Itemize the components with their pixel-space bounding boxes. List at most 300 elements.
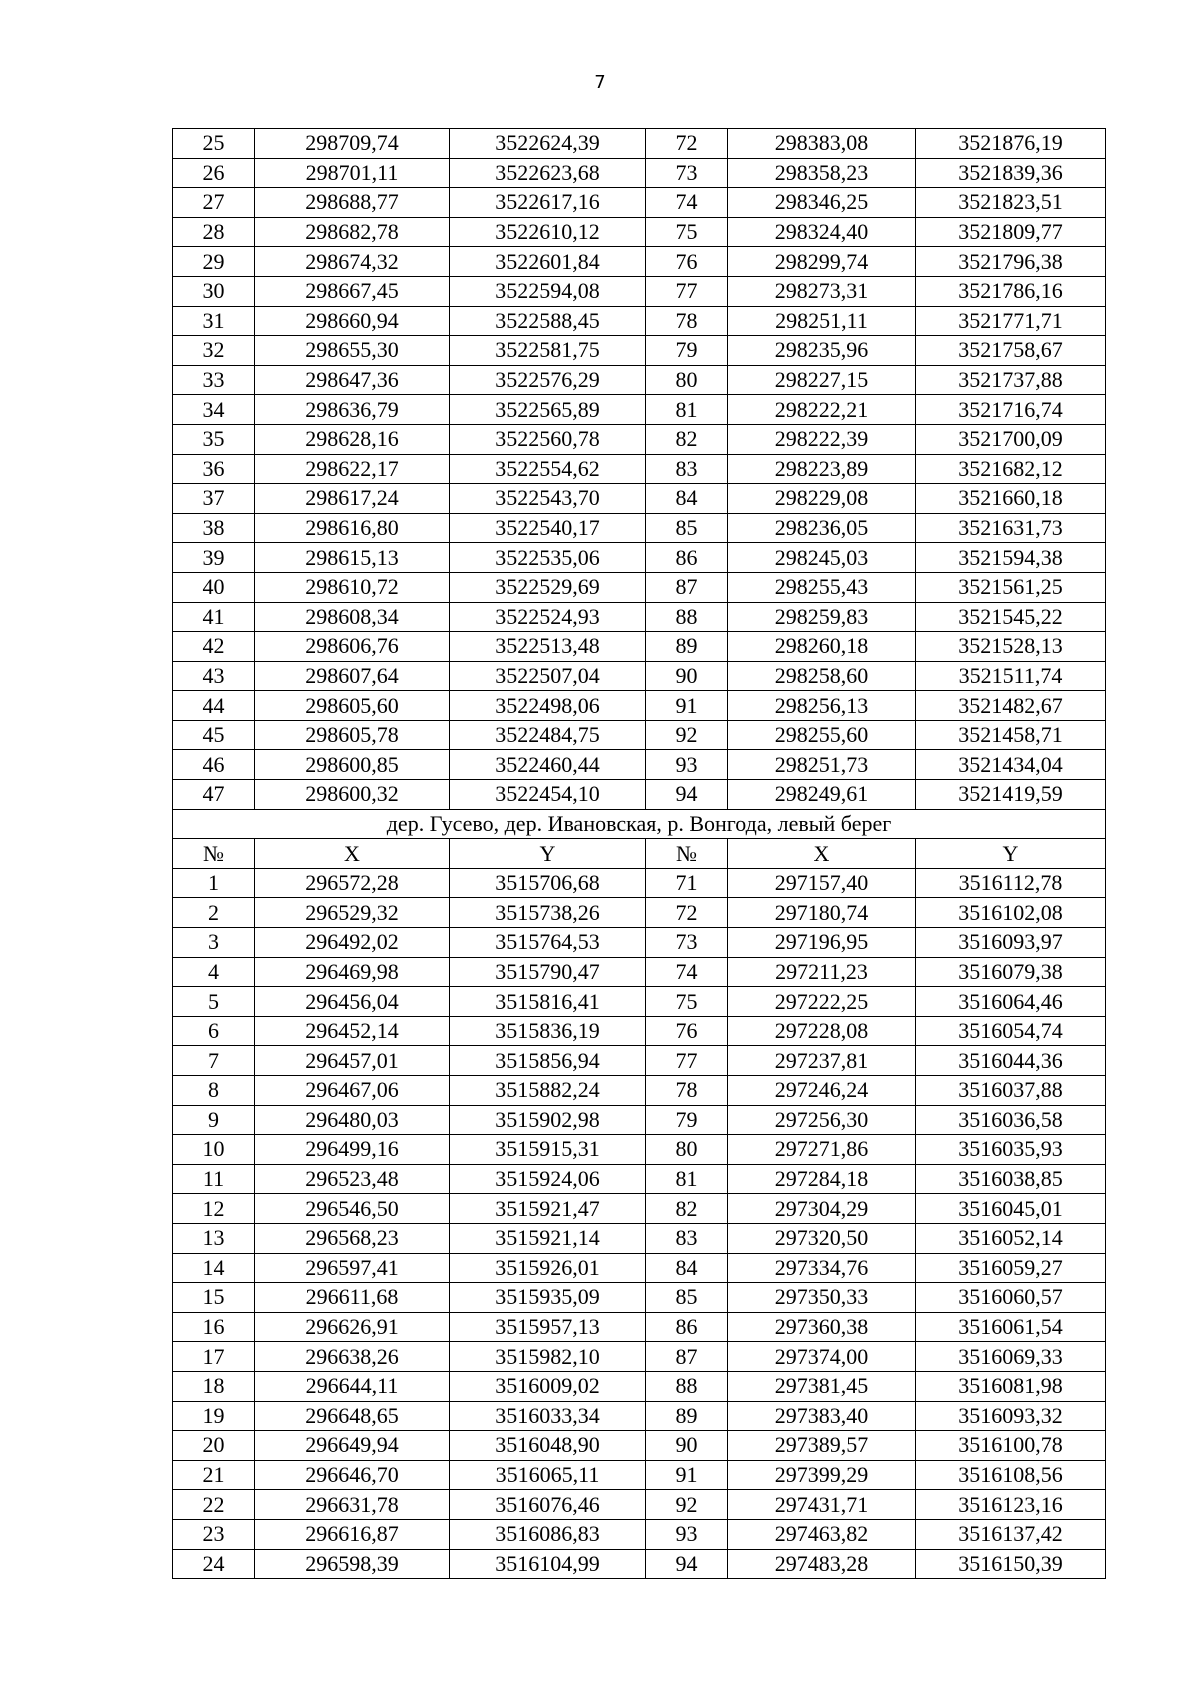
table-cell: 298709,74 xyxy=(255,129,450,159)
table-cell: 298674,32 xyxy=(255,247,450,277)
table-cell: 3515856,94 xyxy=(450,1046,646,1076)
table-row xyxy=(173,898,1106,928)
table-cell: 297157,40 xyxy=(728,868,916,898)
table-cell: 3522540,17 xyxy=(450,513,646,543)
table-row xyxy=(173,1223,1106,1253)
table-row xyxy=(173,513,1106,543)
table-cell: 3515882,24 xyxy=(450,1076,646,1106)
table-cell: 297374,00 xyxy=(728,1342,916,1372)
table-cell: 3521809,77 xyxy=(916,217,1106,247)
table-cell: 3522588,45 xyxy=(450,306,646,336)
table-cell: 93 xyxy=(646,750,728,780)
table-cell: 298600,32 xyxy=(255,780,450,810)
table-cell: 71 xyxy=(646,868,728,898)
table-cell: 296646,70 xyxy=(255,1460,450,1490)
table-cell: 296572,28 xyxy=(255,868,450,898)
table-row xyxy=(173,306,1106,336)
table-cell: 298222,21 xyxy=(728,395,916,425)
table-cell: 3516054,74 xyxy=(916,1016,1106,1046)
table-cell: 3516069,33 xyxy=(916,1342,1106,1372)
table-cell: 7 xyxy=(173,1046,255,1076)
table-cell: 3516044,36 xyxy=(916,1046,1106,1076)
table-cell: 3515926,01 xyxy=(450,1253,646,1283)
table-cell: 73 xyxy=(646,928,728,958)
table-cell: 296598,39 xyxy=(255,1549,450,1579)
table-cell: 3521434,04 xyxy=(916,750,1106,780)
table-cell: 3521839,36 xyxy=(916,158,1106,188)
table-cell: 298605,78 xyxy=(255,720,450,750)
table-cell: 3522601,84 xyxy=(450,247,646,277)
table-row xyxy=(173,1490,1106,1520)
table-cell: 298251,11 xyxy=(728,306,916,336)
table-cell: 27 xyxy=(173,188,255,218)
table-cell: 298610,72 xyxy=(255,572,450,602)
table-cell: 89 xyxy=(646,632,728,662)
table-cell: 5 xyxy=(173,987,255,1017)
table-cell: 3516035,93 xyxy=(916,1135,1106,1165)
table-cell: 297246,24 xyxy=(728,1076,916,1106)
table-cell: 3521528,13 xyxy=(916,632,1106,662)
table-cell: 3516038,85 xyxy=(916,1164,1106,1194)
table-row xyxy=(173,424,1106,454)
table-row xyxy=(173,868,1106,898)
table-cell: 298616,80 xyxy=(255,513,450,543)
table-cell: 3515902,98 xyxy=(450,1105,646,1135)
table-cell: 3516033,34 xyxy=(450,1401,646,1431)
table-row xyxy=(173,365,1106,395)
table-cell: 39 xyxy=(173,543,255,573)
table-cell: 11 xyxy=(173,1164,255,1194)
table-cell: 88 xyxy=(646,1371,728,1401)
table-cell: 24 xyxy=(173,1549,255,1579)
table-cell: 72 xyxy=(646,898,728,928)
table-cell: 1 xyxy=(173,868,255,898)
table-cell: 12 xyxy=(173,1194,255,1224)
table-cell: 298255,43 xyxy=(728,572,916,602)
table-row xyxy=(173,1549,1106,1579)
table-cell: 296457,01 xyxy=(255,1046,450,1076)
table-cell: 91 xyxy=(646,1460,728,1490)
table-cell: 26 xyxy=(173,158,255,188)
table-cell: 31 xyxy=(173,306,255,336)
table-cell: 3515921,47 xyxy=(450,1194,646,1224)
table-cell: 297180,74 xyxy=(728,898,916,928)
table-cell: 90 xyxy=(646,1431,728,1461)
table-cell: 3515982,10 xyxy=(450,1342,646,1372)
table-cell: 297271,86 xyxy=(728,1135,916,1165)
table-cell: 84 xyxy=(646,1253,728,1283)
table-cell: 298688,77 xyxy=(255,188,450,218)
table-cell: 9 xyxy=(173,1105,255,1135)
table-row xyxy=(173,1519,1106,1549)
table-cell: 3521700,09 xyxy=(916,424,1106,454)
table-cell: 44 xyxy=(173,691,255,721)
table-cell: 298235,96 xyxy=(728,336,916,366)
table-cell: 3521561,25 xyxy=(916,572,1106,602)
table-cell: 3521786,16 xyxy=(916,276,1106,306)
table-cell: 3521482,67 xyxy=(916,691,1106,721)
table-cell: 94 xyxy=(646,1549,728,1579)
table-cell: 3521758,67 xyxy=(916,336,1106,366)
table-cell: 32 xyxy=(173,336,255,366)
table-cell: 3522581,75 xyxy=(450,336,646,366)
table-cell: 297256,30 xyxy=(728,1105,916,1135)
table-cell: 89 xyxy=(646,1401,728,1431)
column-header: Y xyxy=(450,839,646,869)
table-cell: 3516060,57 xyxy=(916,1283,1106,1313)
coordinates-table xyxy=(172,128,1106,1579)
table-cell: 3522543,70 xyxy=(450,484,646,514)
table-row xyxy=(173,276,1106,306)
table-cell: 74 xyxy=(646,957,728,987)
table-cell: 3522460,44 xyxy=(450,750,646,780)
table-cell: 3516093,97 xyxy=(916,928,1106,958)
table-cell: 297228,08 xyxy=(728,1016,916,1046)
table-cell: 296499,16 xyxy=(255,1135,450,1165)
table-cell: 297211,23 xyxy=(728,957,916,987)
table-cell: 73 xyxy=(646,158,728,188)
table-cell: 87 xyxy=(646,572,728,602)
table-cell: 43 xyxy=(173,661,255,691)
header-row xyxy=(173,839,1106,869)
table-cell: 296616,87 xyxy=(255,1519,450,1549)
table-cell: 75 xyxy=(646,217,728,247)
table-row xyxy=(173,602,1106,632)
table-cell: 3516048,90 xyxy=(450,1431,646,1461)
table-cell: 87 xyxy=(646,1342,728,1372)
table-row xyxy=(173,928,1106,958)
table-cell: 3521631,73 xyxy=(916,513,1106,543)
table-cell: 76 xyxy=(646,247,728,277)
table-cell: 35 xyxy=(173,424,255,454)
table-cell: 77 xyxy=(646,1046,728,1076)
column-header: X xyxy=(728,839,916,869)
table-cell: 3516112,78 xyxy=(916,868,1106,898)
table-row xyxy=(173,1194,1106,1224)
table-cell: 72 xyxy=(646,129,728,159)
table-cell: 298636,79 xyxy=(255,395,450,425)
table-cell: 3522560,78 xyxy=(450,424,646,454)
table-cell: 21 xyxy=(173,1460,255,1490)
table-cell: 298615,13 xyxy=(255,543,450,573)
table-cell: 297360,38 xyxy=(728,1312,916,1342)
table-cell: 90 xyxy=(646,661,728,691)
table-row xyxy=(173,1342,1106,1372)
table-cell: 3522524,93 xyxy=(450,602,646,632)
table-cell: 3516052,14 xyxy=(916,1223,1106,1253)
table-cell: 3516104,99 xyxy=(450,1549,646,1579)
table-cell: 296467,06 xyxy=(255,1076,450,1106)
table-cell: 298600,85 xyxy=(255,750,450,780)
table-cell: 79 xyxy=(646,336,728,366)
table-cell: 3522594,08 xyxy=(450,276,646,306)
table-cell: 37 xyxy=(173,484,255,514)
table-row xyxy=(173,1283,1106,1313)
table-cell: 80 xyxy=(646,1135,728,1165)
table-cell: 297196,95 xyxy=(728,928,916,958)
table-row xyxy=(173,750,1106,780)
table-row xyxy=(173,484,1106,514)
table-row xyxy=(173,1401,1106,1431)
table-cell: 296568,23 xyxy=(255,1223,450,1253)
table-cell: 296649,94 xyxy=(255,1431,450,1461)
table-cell: 3515935,09 xyxy=(450,1283,646,1313)
table-row xyxy=(173,543,1106,573)
table-cell: 297304,29 xyxy=(728,1194,916,1224)
table-cell: 296523,48 xyxy=(255,1164,450,1194)
table-row xyxy=(173,572,1106,602)
table-row xyxy=(173,1431,1106,1461)
table-cell: 75 xyxy=(646,987,728,1017)
table-cell: 298324,40 xyxy=(728,217,916,247)
table-cell: 298258,60 xyxy=(728,661,916,691)
table-cell: 3515924,06 xyxy=(450,1164,646,1194)
table-row xyxy=(173,1135,1106,1165)
table-cell: 41 xyxy=(173,602,255,632)
table-cell: 296529,32 xyxy=(255,898,450,928)
table-cell: 298346,25 xyxy=(728,188,916,218)
table-cell: 25 xyxy=(173,129,255,159)
table-cell: 83 xyxy=(646,1223,728,1253)
section-title: дер. Гусево, дер. Ивановская, р. Вонгода, левый берег xyxy=(173,809,1106,839)
table-cell: 3515764,53 xyxy=(450,928,646,958)
table-cell: 3521876,19 xyxy=(916,129,1106,159)
table-cell: 33 xyxy=(173,365,255,395)
section-title-row xyxy=(173,809,1106,839)
table-cell: 3515816,41 xyxy=(450,987,646,1017)
table-cell: 297463,82 xyxy=(728,1519,916,1549)
table-cell: 298259,83 xyxy=(728,602,916,632)
table-cell: 83 xyxy=(646,454,728,484)
table-cell: 297222,25 xyxy=(728,987,916,1017)
table-cell: 296611,68 xyxy=(255,1283,450,1313)
table-cell: 82 xyxy=(646,424,728,454)
table-cell: 47 xyxy=(173,780,255,810)
table-cell: 3522617,16 xyxy=(450,188,646,218)
table-row xyxy=(173,957,1106,987)
table-cell: 297320,50 xyxy=(728,1223,916,1253)
column-header: № xyxy=(173,839,255,869)
table-cell: 79 xyxy=(646,1105,728,1135)
table-cell: 8 xyxy=(173,1076,255,1106)
table-cell: 84 xyxy=(646,484,728,514)
column-header: X xyxy=(255,839,450,869)
table-cell: 297350,33 xyxy=(728,1283,916,1313)
table-cell: 3521716,74 xyxy=(916,395,1106,425)
table-cell: 296492,02 xyxy=(255,928,450,958)
table-cell: 29 xyxy=(173,247,255,277)
table-cell: 40 xyxy=(173,572,255,602)
table-cell: 298273,31 xyxy=(728,276,916,306)
table-row xyxy=(173,780,1106,810)
table-cell: 3521545,22 xyxy=(916,602,1106,632)
table-cell: 14 xyxy=(173,1253,255,1283)
table-cell: 42 xyxy=(173,632,255,662)
table-cell: 22 xyxy=(173,1490,255,1520)
table-cell: 3516045,01 xyxy=(916,1194,1106,1224)
table-cell: 298245,03 xyxy=(728,543,916,573)
table-cell: 296644,11 xyxy=(255,1371,450,1401)
table-cell: 38 xyxy=(173,513,255,543)
table-cell: 76 xyxy=(646,1016,728,1046)
table-row xyxy=(173,336,1106,366)
table-cell: 3521594,38 xyxy=(916,543,1106,573)
table-cell: 3521823,51 xyxy=(916,188,1106,218)
table-cell: 91 xyxy=(646,691,728,721)
table-cell: 3516061,54 xyxy=(916,1312,1106,1342)
table-cell: 93 xyxy=(646,1519,728,1549)
table-cell: 3515921,14 xyxy=(450,1223,646,1253)
table-cell: 3521737,88 xyxy=(916,365,1106,395)
table-cell: 30 xyxy=(173,276,255,306)
table-cell: 3516036,58 xyxy=(916,1105,1106,1135)
table-cell: 77 xyxy=(646,276,728,306)
table-cell: 298617,24 xyxy=(255,484,450,514)
table-cell: 298255,60 xyxy=(728,720,916,750)
table-cell: 297284,18 xyxy=(728,1164,916,1194)
table-row xyxy=(173,1046,1106,1076)
table-cell: 297334,76 xyxy=(728,1253,916,1283)
table-cell: 15 xyxy=(173,1283,255,1313)
table-cell: 3521419,59 xyxy=(916,780,1106,810)
table-cell: 296631,78 xyxy=(255,1490,450,1520)
table-cell: 3522623,68 xyxy=(450,158,646,188)
table-cell: 298256,13 xyxy=(728,691,916,721)
table-cell: 3516076,46 xyxy=(450,1490,646,1520)
table-row xyxy=(173,247,1106,277)
table-cell: 45 xyxy=(173,720,255,750)
table-cell: 20 xyxy=(173,1431,255,1461)
table-row xyxy=(173,1312,1106,1342)
table-cell: 86 xyxy=(646,1312,728,1342)
table-cell: 3521682,12 xyxy=(916,454,1106,484)
table-cell: 19 xyxy=(173,1401,255,1431)
table-cell: 16 xyxy=(173,1312,255,1342)
table-row xyxy=(173,987,1106,1017)
table-cell: 74 xyxy=(646,188,728,218)
table-cell: 3521796,38 xyxy=(916,247,1106,277)
table-cell: 92 xyxy=(646,720,728,750)
table-cell: 3516100,78 xyxy=(916,1431,1106,1461)
table-row xyxy=(173,1016,1106,1046)
table-cell: 13 xyxy=(173,1223,255,1253)
table-cell: 3515836,19 xyxy=(450,1016,646,1046)
page-number: 7 xyxy=(594,72,606,93)
table-cell: 78 xyxy=(646,1076,728,1106)
table-row xyxy=(173,691,1106,721)
table-cell: 3516081,98 xyxy=(916,1371,1106,1401)
table-cell: 298647,36 xyxy=(255,365,450,395)
coordinates-table-body xyxy=(173,129,1106,1579)
table-row xyxy=(173,454,1106,484)
table-cell: 298236,05 xyxy=(728,513,916,543)
table-row xyxy=(173,1371,1106,1401)
table-row xyxy=(173,217,1106,247)
table-cell: 81 xyxy=(646,395,728,425)
table-cell: 298628,16 xyxy=(255,424,450,454)
table-cell: 298682,78 xyxy=(255,217,450,247)
table-cell: 296638,26 xyxy=(255,1342,450,1372)
table-cell: 298299,74 xyxy=(728,247,916,277)
table-cell: 3522610,12 xyxy=(450,217,646,247)
table-cell: 92 xyxy=(646,1490,728,1520)
table-cell: 297399,29 xyxy=(728,1460,916,1490)
table-cell: 3516150,39 xyxy=(916,1549,1106,1579)
table-cell: 298227,15 xyxy=(728,365,916,395)
table-cell: 296452,14 xyxy=(255,1016,450,1046)
table-cell: 3522507,04 xyxy=(450,661,646,691)
table-cell: 298222,39 xyxy=(728,424,916,454)
table-cell: 3522624,39 xyxy=(450,129,646,159)
table-row xyxy=(173,661,1106,691)
table-cell: 18 xyxy=(173,1371,255,1401)
table-cell: 3521660,18 xyxy=(916,484,1106,514)
table-cell: 94 xyxy=(646,780,728,810)
table-cell: 3516009,02 xyxy=(450,1371,646,1401)
table-row xyxy=(173,1253,1106,1283)
table-cell: 88 xyxy=(646,602,728,632)
table-cell: 298701,11 xyxy=(255,158,450,188)
column-header: Y xyxy=(916,839,1106,869)
table-cell: 296546,50 xyxy=(255,1194,450,1224)
table-cell: 298383,08 xyxy=(728,129,916,159)
table-cell: 3522529,69 xyxy=(450,572,646,602)
table-cell: 298605,60 xyxy=(255,691,450,721)
table-cell: 298260,18 xyxy=(728,632,916,662)
table-cell: 3522513,48 xyxy=(450,632,646,662)
table-cell: 298607,64 xyxy=(255,661,450,691)
table-cell: 3515738,26 xyxy=(450,898,646,928)
table-cell: 85 xyxy=(646,513,728,543)
table-cell: 296597,41 xyxy=(255,1253,450,1283)
table-cell: 296626,91 xyxy=(255,1312,450,1342)
table-cell: 46 xyxy=(173,750,255,780)
table-row xyxy=(173,1105,1106,1135)
table-cell: 82 xyxy=(646,1194,728,1224)
table-cell: 298606,76 xyxy=(255,632,450,662)
table-row xyxy=(173,632,1106,662)
table-cell: 3522554,62 xyxy=(450,454,646,484)
table-cell: 3515957,13 xyxy=(450,1312,646,1342)
table-cell: 17 xyxy=(173,1342,255,1372)
table-cell: 3515915,31 xyxy=(450,1135,646,1165)
table-cell: 23 xyxy=(173,1519,255,1549)
table-cell: 3515706,68 xyxy=(450,868,646,898)
table-cell: 10 xyxy=(173,1135,255,1165)
table-cell: 298667,45 xyxy=(255,276,450,306)
table-cell: 3516102,08 xyxy=(916,898,1106,928)
table-cell: 3516093,32 xyxy=(916,1401,1106,1431)
table-cell: 78 xyxy=(646,306,728,336)
table-cell: 2 xyxy=(173,898,255,928)
table-cell: 3521771,71 xyxy=(916,306,1106,336)
table-cell: 298655,30 xyxy=(255,336,450,366)
table-cell: 298223,89 xyxy=(728,454,916,484)
table-cell: 297483,28 xyxy=(728,1549,916,1579)
table-row xyxy=(173,188,1106,218)
table-cell: 297431,71 xyxy=(728,1490,916,1520)
table-cell: 298622,17 xyxy=(255,454,450,484)
table-cell: 3516059,27 xyxy=(916,1253,1106,1283)
column-header: № xyxy=(646,839,728,869)
table-cell: 3516137,42 xyxy=(916,1519,1106,1549)
table-row xyxy=(173,1460,1106,1490)
table-cell: 3 xyxy=(173,928,255,958)
table-cell: 297237,81 xyxy=(728,1046,916,1076)
table-cell: 80 xyxy=(646,365,728,395)
table-cell: 4 xyxy=(173,957,255,987)
table-row xyxy=(173,129,1106,159)
